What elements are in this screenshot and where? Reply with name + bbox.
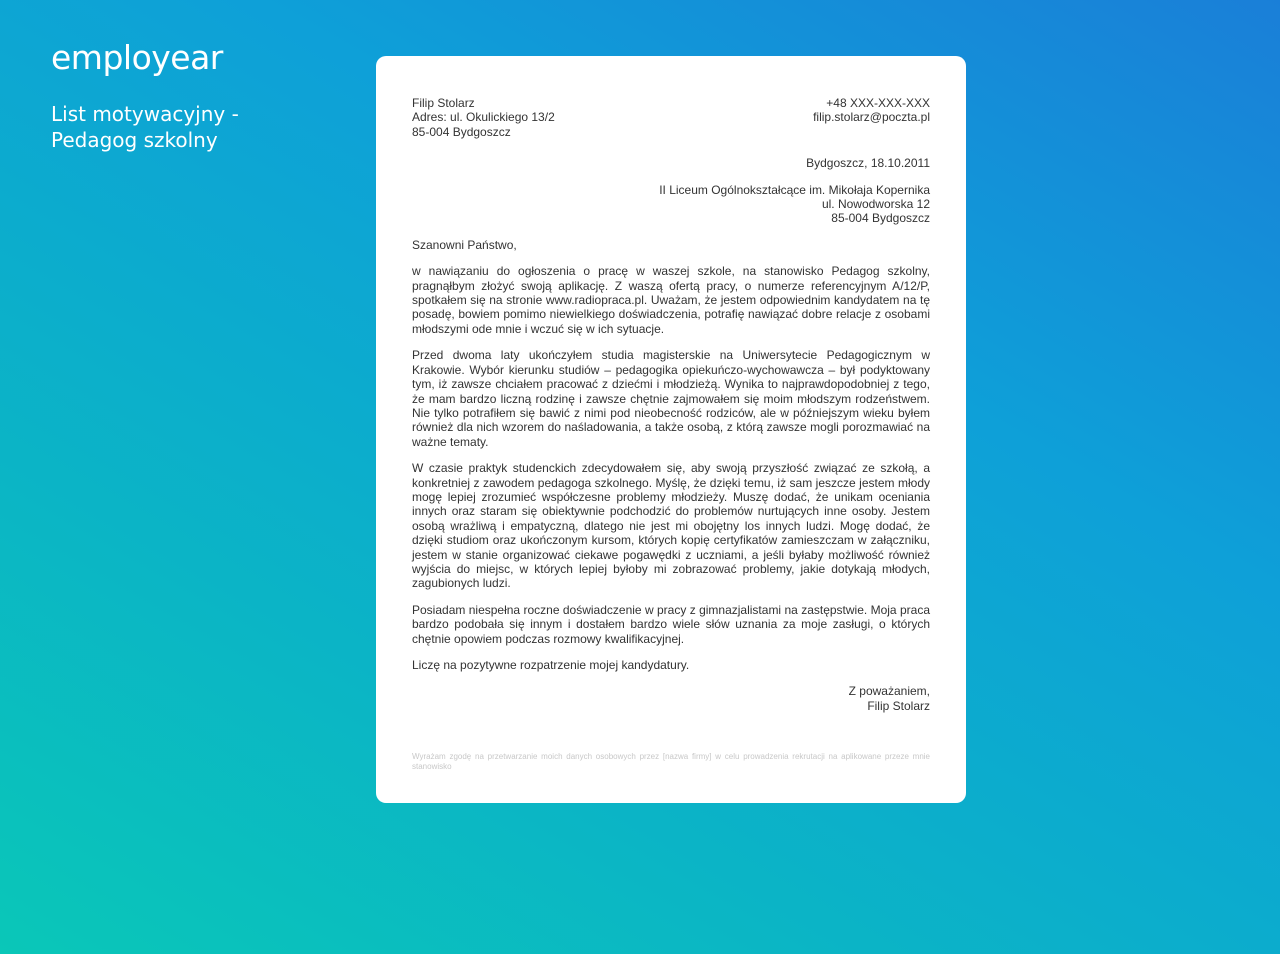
closing-line: Liczę na pozytywne rozpatrzenie mojej kandydatury. bbox=[412, 658, 690, 672]
gdpr-clause: Wyrażam zgodę na przetwarzanie moich danych osobowych przez [nazwa firmy] w celu prowadzenia rekrutacji na aplikowane przeze mnie stanowisko bbox=[412, 752, 930, 772]
place-date: Bydgoszcz, 18.10.2011 bbox=[806, 156, 930, 171]
sender-block bbox=[412, 96, 555, 139]
sender-city: 85-004 Bydgoszcz bbox=[412, 124, 511, 139]
letter-paragraph: W czasie praktyk studenckich zdecydowałem się, aby swoją przyszłość związać ze szkołą, a konkretniej z zawodem pedagoga szkolnego. Myślę, że dzięki temu, iż sam jeszcze jestem młody mogę lepiej zrozumieć współczesne problemy młodzieży. Muszę dodać, że unikam oceniania innych oraz staram się obiektywnie podchodzić do problemów nurtujących inne osoby. Jestem osobą wrażliwą i empatyczną, dlatego nie jest mi obojętny los innych ludzi. Mogę dodać, że dzięki studiom oraz ukończonym kursom, których kopię certyfikatów zamieszczam w załączniku, jestem w stanie organizować ciekawe pogawędki z uczniami, a jeśli byłaby możliwość również wyjścia do miejsc, w których lepiej byłoby mi zobrazować problemy, jakie dotykają młodych, zagubionych ludzi. bbox=[412, 461, 930, 591]
signature-block bbox=[412, 684, 930, 713]
greeting: Szanowni Państwo, bbox=[412, 237, 517, 252]
document-title: List motywacyjny - Pedagog szkolny bbox=[51, 102, 239, 152]
letter-paragraph: w nawiązaniu do ogłoszenia o pracę w waszej szkole, na stanowisko Pedagog szkolny, pragnąłbym złożyć swoją aplikację. Z waszą ofertą pracy, o numerze referencyjnym A/12/P, spotkałem się na stronie www.radiopraca.pl. Uważam, że jestem odpowiednim kandydatem na tę posadę, bowiem pomimo niewielkiego doświadczenia, potrafię nawiązać dobre relacje z osobami młodszymi ode mnie i wczuć się w ich sytuacje. bbox=[412, 264, 930, 336]
sign-off: Z poważaniem, bbox=[848, 684, 930, 699]
sender-name: Filip Stolarz bbox=[412, 96, 475, 110]
letter-header bbox=[412, 96, 930, 139]
recipient-street: ul. Nowodworska 12 bbox=[821, 197, 930, 212]
sender-email: filip.stolarz@poczta.pl bbox=[813, 110, 930, 125]
recipient-name: II Liceum Ogólnokształcące im. Mikołaja Kopernika bbox=[659, 182, 930, 197]
letter-paragraph: Przed dwoma laty ukończyłem studia magisterskie na Uniwersytecie Pedagogicznym w Krakowie. Wybór kierunku studiów – pedagogika opiekuńczo-wychowawcza – był podyktowany tym, iż zawsze chciałem pracować z dziećmi i młodzieżą. Wynika to najprawdopodobniej z tego, że mam bardzo liczną rodzinę i zawsze chętnie zajmowałem się moim młodszym rodzeństwem. Nie tylko potrafiłem się bawić z nimi pod nieobecność rodziców, ale w późniejszym wieku byłem również dla nich wzorem do naśladowania, a także osobą, z którą zawsze mogli porozmawiać na ważne tematy. bbox=[412, 348, 930, 449]
sender-phone: +48 XXX-XXX-XXX bbox=[826, 96, 930, 110]
recipient-block bbox=[412, 183, 930, 226]
contact-block bbox=[813, 96, 930, 139]
sender-address: Adres: ul. Okulickiego 13/2 bbox=[412, 110, 555, 125]
employear-logo[interactable]: employear bbox=[51, 38, 223, 77]
recipient-city: 85-004 Bydgoszcz bbox=[831, 211, 930, 226]
letter-page bbox=[376, 56, 966, 803]
letter-paragraph: Posiadam niespełna roczne doświadczenie w pracy z gimnazjalistami na zastępstwie. Moja praca bardzo podobała się innym i dostałem bardzo wiele słów uznania za moje zasługi, o których chętnie opowiem podczas rozmowy kwalifikacyjnej. bbox=[412, 602, 930, 646]
signature-name: Filip Stolarz bbox=[867, 698, 930, 713]
